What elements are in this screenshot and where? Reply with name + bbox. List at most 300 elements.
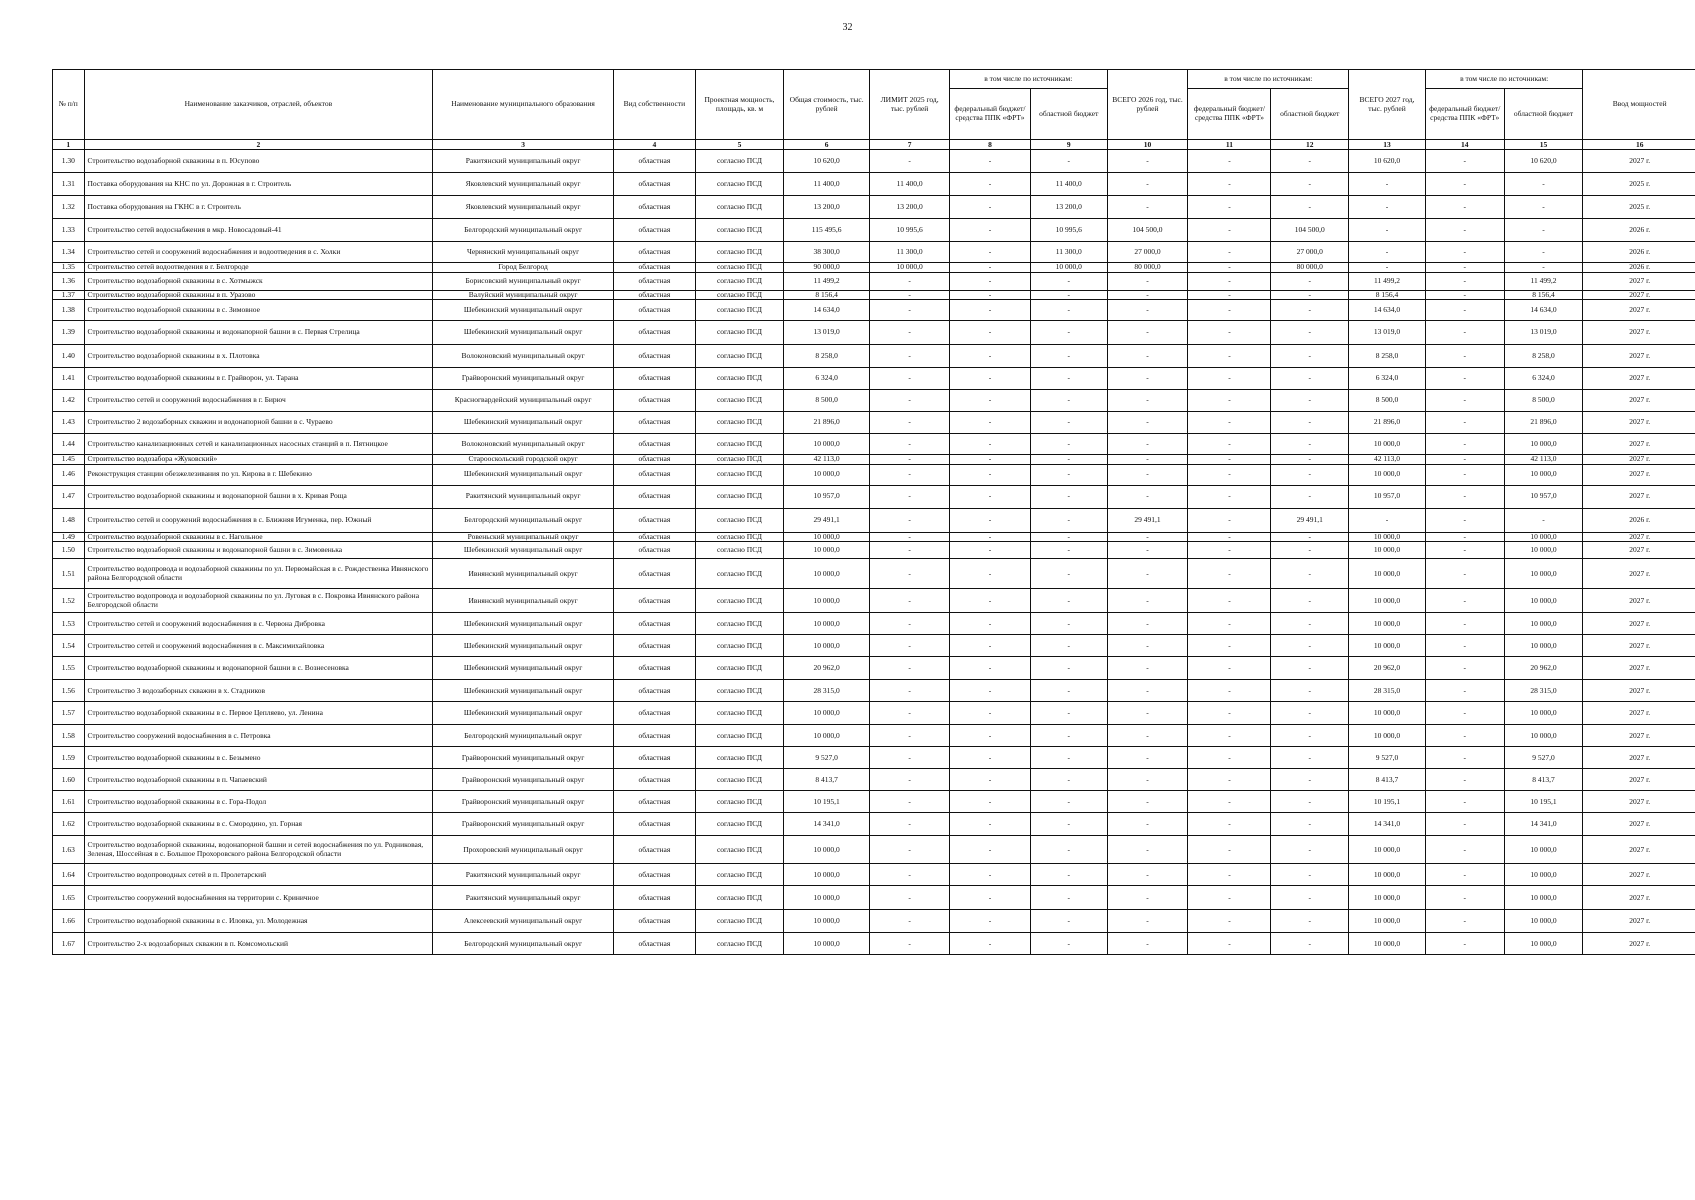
- total-2027-cell: 14 341,0: [1349, 813, 1426, 836]
- row-number-cell: 1.67: [53, 933, 85, 955]
- total-2027-cell: 10 000,0: [1349, 725, 1426, 747]
- capacity-cell: согласно ПСД: [695, 464, 783, 485]
- federal-2025-cell: -: [950, 813, 1031, 836]
- regional-2025-cell: -: [1030, 559, 1107, 589]
- ownership-cell: областная: [613, 219, 695, 242]
- total-2026-cell: -: [1107, 702, 1188, 725]
- municipality-cell: Алексеевский муниципальный округ: [433, 910, 614, 933]
- limit-2025-cell: -: [870, 836, 950, 864]
- regional-2027-cell: 10 000,0: [1504, 910, 1583, 933]
- federal-2025-cell: -: [950, 589, 1031, 613]
- header-total-cost: Общая стоимость, тыс. рублей: [784, 70, 870, 140]
- row-number-cell: 1.55: [53, 657, 85, 680]
- ownership-cell: областная: [613, 542, 695, 559]
- municipality-cell: Чернянский муниципальный округ: [433, 242, 614, 263]
- ownership-cell: областная: [613, 532, 695, 542]
- federal-2027-cell: -: [1425, 455, 1504, 465]
- municipality-cell: Город Белгород: [433, 263, 614, 273]
- federal-2027-cell: -: [1425, 657, 1504, 680]
- regional-2027-cell: 14 341,0: [1504, 813, 1583, 836]
- federal-2025-cell: -: [950, 933, 1031, 955]
- commissioning-year-cell: 2027 г.: [1583, 910, 1695, 933]
- ownership-cell: областная: [613, 910, 695, 933]
- capacity-cell: согласно ПСД: [695, 725, 783, 747]
- federal-2026-cell: -: [1188, 836, 1271, 864]
- commissioning-year-cell: 2027 г.: [1583, 300, 1695, 321]
- federal-2027-cell: -: [1425, 272, 1504, 290]
- total-cost-cell: 20 962,0: [784, 657, 870, 680]
- federal-2026-cell: -: [1188, 263, 1271, 273]
- row-number-cell: 1.30: [53, 150, 85, 173]
- commissioning-year-cell: 2027 г.: [1583, 542, 1695, 559]
- row-number-cell: 1.64: [53, 864, 85, 886]
- row-number-cell: 1.38: [53, 300, 85, 321]
- regional-2026-cell: -: [1271, 173, 1349, 196]
- limit-2025-cell: -: [870, 747, 950, 769]
- row-number-cell: 1.65: [53, 886, 85, 910]
- total-2027-cell: -: [1349, 219, 1426, 242]
- total-cost-cell: 14 634,0: [784, 300, 870, 321]
- table-row: [53, 173, 1695, 196]
- municipality-cell: Борисовский муниципальный округ: [433, 272, 614, 290]
- regional-2025-cell: -: [1030, 725, 1107, 747]
- commissioning-year-cell: 2027 г.: [1583, 589, 1695, 613]
- header-municipality: Наименование муниципального образования: [433, 70, 614, 140]
- municipality-cell: Ивнянский муниципальный округ: [433, 589, 614, 613]
- commissioning-year-cell: 2027 г.: [1583, 725, 1695, 747]
- regional-2025-cell: -: [1030, 680, 1107, 702]
- federal-2027-cell: -: [1425, 219, 1504, 242]
- commissioning-year-cell: 2027 г.: [1583, 933, 1695, 955]
- regional-2026-cell: -: [1271, 589, 1349, 613]
- header-federal-2027: федеральный бюджет/ средства ППК «ФРТ»: [1425, 89, 1504, 140]
- total-2026-cell: -: [1107, 680, 1188, 702]
- regional-2027-cell: 10 000,0: [1504, 836, 1583, 864]
- regional-2027-cell: 6 324,0: [1504, 368, 1583, 390]
- federal-2025-cell: -: [950, 196, 1031, 219]
- limit-2025-cell: -: [870, 532, 950, 542]
- total-cost-cell: 10 000,0: [784, 864, 870, 886]
- table-body: [53, 150, 1695, 955]
- row-number-cell: 1.56: [53, 680, 85, 702]
- regional-2025-cell: -: [1030, 390, 1107, 412]
- total-2027-cell: -: [1349, 508, 1426, 532]
- header-regional-2025: областной бюджет: [1030, 89, 1107, 140]
- total-2026-cell: 29 491,1: [1107, 508, 1188, 532]
- total-2026-cell: 104 500,0: [1107, 219, 1188, 242]
- ownership-cell: областная: [613, 321, 695, 345]
- total-cost-cell: 8 500,0: [784, 390, 870, 412]
- regional-2025-cell: -: [1030, 290, 1107, 300]
- federal-2027-cell: -: [1425, 263, 1504, 273]
- table-row: [53, 196, 1695, 219]
- table-row: [53, 464, 1695, 485]
- column-number: 14: [1425, 140, 1504, 150]
- header-commissioning: Ввод мощностей: [1583, 70, 1695, 140]
- object-name-cell: Строительство водозаборной скважины в с. Нагольное: [84, 532, 433, 542]
- municipality-cell: Шебекинский муниципальный округ: [433, 464, 614, 485]
- total-2026-cell: -: [1107, 412, 1188, 434]
- row-number-cell: 1.35: [53, 263, 85, 273]
- municipality-cell: Белгородский муниципальный округ: [433, 219, 614, 242]
- capacity-cell: согласно ПСД: [695, 173, 783, 196]
- federal-2027-cell: -: [1425, 242, 1504, 263]
- commissioning-year-cell: 2027 г.: [1583, 532, 1695, 542]
- object-name-cell: Строительство водозаборной скважины в х. Плотовка: [84, 345, 433, 368]
- regional-2025-cell: -: [1030, 321, 1107, 345]
- object-name-cell: Строительство водозаборной скважины в п. Юсупово: [84, 150, 433, 173]
- regional-2027-cell: 28 315,0: [1504, 680, 1583, 702]
- regional-2027-cell: 10 000,0: [1504, 542, 1583, 559]
- capacity-cell: согласно ПСД: [695, 910, 783, 933]
- row-number-cell: 1.62: [53, 813, 85, 836]
- object-name-cell: Реконструкция станции обезжелезивания по ул. Кирова в г. Шебекино: [84, 464, 433, 485]
- regional-2027-cell: 10 000,0: [1504, 613, 1583, 635]
- commissioning-year-cell: 2027 г.: [1583, 613, 1695, 635]
- table-row: [53, 508, 1695, 532]
- ownership-cell: областная: [613, 485, 695, 508]
- total-2026-cell: -: [1107, 290, 1188, 300]
- total-cost-cell: 11 400,0: [784, 173, 870, 196]
- municipality-cell: Грайворонский муниципальный округ: [433, 791, 614, 813]
- capacity-cell: согласно ПСД: [695, 300, 783, 321]
- table-row: [53, 150, 1695, 173]
- total-2027-cell: -: [1349, 196, 1426, 219]
- federal-2026-cell: -: [1188, 657, 1271, 680]
- object-name-cell: Строительство водозаборной скважины и водонапорной башни в с. Вознесеновка: [84, 657, 433, 680]
- municipality-cell: Шебекинский муниципальный округ: [433, 300, 614, 321]
- row-number-cell: 1.66: [53, 910, 85, 933]
- table-row: [53, 635, 1695, 657]
- total-cost-cell: 10 000,0: [784, 589, 870, 613]
- municipality-cell: Яковлевский муниципальный округ: [433, 173, 614, 196]
- table-header: [53, 70, 1695, 150]
- total-cost-cell: 10 000,0: [784, 886, 870, 910]
- table-row: [53, 290, 1695, 300]
- regional-2026-cell: -: [1271, 485, 1349, 508]
- municipality-cell: Шебекинский муниципальный округ: [433, 635, 614, 657]
- capacity-cell: согласно ПСД: [695, 390, 783, 412]
- commissioning-year-cell: 2027 г.: [1583, 702, 1695, 725]
- regional-2025-cell: -: [1030, 635, 1107, 657]
- object-name-cell: Строительство водозаборной скважины в с. Зимовное: [84, 300, 433, 321]
- total-2027-cell: 10 000,0: [1349, 836, 1426, 864]
- federal-2025-cell: -: [950, 272, 1031, 290]
- row-number-cell: 1.33: [53, 219, 85, 242]
- total-cost-cell: 10 000,0: [784, 725, 870, 747]
- federal-2026-cell: -: [1188, 196, 1271, 219]
- ownership-cell: областная: [613, 769, 695, 791]
- header-federal-2025: федеральный бюджет/ средства ППК «ФРТ»: [950, 89, 1031, 140]
- regional-2027-cell: -: [1504, 219, 1583, 242]
- regional-2025-cell: 10 995,6: [1030, 219, 1107, 242]
- commissioning-year-cell: 2027 г.: [1583, 559, 1695, 589]
- commissioning-year-cell: 2027 г.: [1583, 412, 1695, 434]
- total-cost-cell: 10 000,0: [784, 933, 870, 955]
- municipality-cell: Грайворонский муниципальный округ: [433, 747, 614, 769]
- limit-2025-cell: -: [870, 150, 950, 173]
- regional-2025-cell: -: [1030, 933, 1107, 955]
- total-2026-cell: -: [1107, 864, 1188, 886]
- column-number: 10: [1107, 140, 1188, 150]
- regional-2027-cell: 8 258,0: [1504, 345, 1583, 368]
- regional-2025-cell: -: [1030, 345, 1107, 368]
- total-2027-cell: -: [1349, 173, 1426, 196]
- table-row: [53, 680, 1695, 702]
- federal-2027-cell: -: [1425, 345, 1504, 368]
- federal-2026-cell: -: [1188, 434, 1271, 455]
- total-cost-cell: 21 896,0: [784, 412, 870, 434]
- row-number-cell: 1.52: [53, 589, 85, 613]
- commissioning-year-cell: 2027 г.: [1583, 464, 1695, 485]
- federal-2027-cell: -: [1425, 769, 1504, 791]
- regional-2025-cell: -: [1030, 368, 1107, 390]
- federal-2027-cell: -: [1425, 613, 1504, 635]
- regional-2027-cell: 10 000,0: [1504, 464, 1583, 485]
- regional-2026-cell: -: [1271, 769, 1349, 791]
- row-number-cell: 1.58: [53, 725, 85, 747]
- object-name-cell: Строительство водозаборной скважины, водонапорной башни и сетей водоснабжения по ул. Родниковая, Зеленая, Шоссейная в с. Большое Прохоровского района Белгородской области: [84, 836, 433, 864]
- total-2027-cell: 10 000,0: [1349, 702, 1426, 725]
- regional-2025-cell: -: [1030, 485, 1107, 508]
- total-cost-cell: 13 200,0: [784, 196, 870, 219]
- total-2026-cell: -: [1107, 933, 1188, 955]
- object-name-cell: Строительство водопровода и водозаборной скважины по ул. Первомайская в с. Рождественка Ивнянского района Белгородской области: [84, 559, 433, 589]
- federal-2026-cell: -: [1188, 813, 1271, 836]
- column-number: 8: [950, 140, 1031, 150]
- limit-2025-cell: 11 400,0: [870, 173, 950, 196]
- regional-2026-cell: -: [1271, 864, 1349, 886]
- capacity-cell: согласно ПСД: [695, 150, 783, 173]
- regional-2025-cell: -: [1030, 464, 1107, 485]
- regional-2025-cell: -: [1030, 791, 1107, 813]
- capacity-cell: согласно ПСД: [695, 196, 783, 219]
- regional-2026-cell: -: [1271, 680, 1349, 702]
- column-number: 11: [1188, 140, 1271, 150]
- object-name-cell: Строительство водозаборной скважины в с. Хотмыжск: [84, 272, 433, 290]
- commissioning-year-cell: 2027 г.: [1583, 368, 1695, 390]
- table-row: [53, 532, 1695, 542]
- federal-2027-cell: -: [1425, 864, 1504, 886]
- municipality-cell: Валуйский муниципальный округ: [433, 290, 614, 300]
- object-name-cell: Строительство сетей и сооружений водоснабжения в с. Максимихайловка: [84, 635, 433, 657]
- federal-2025-cell: -: [950, 368, 1031, 390]
- federal-2025-cell: -: [950, 412, 1031, 434]
- object-name-cell: Строительство водозаборной скважины в г. Грайворон, ул. Тарана: [84, 368, 433, 390]
- municipality-cell: Ракитянский муниципальный округ: [433, 864, 614, 886]
- total-2026-cell: -: [1107, 886, 1188, 910]
- capacity-cell: согласно ПСД: [695, 368, 783, 390]
- row-number-cell: 1.48: [53, 508, 85, 532]
- limit-2025-cell: -: [870, 559, 950, 589]
- regional-2027-cell: -: [1504, 508, 1583, 532]
- object-name-cell: Строительство сетей и сооружений водоснабжения и водоотведения в с. Холки: [84, 242, 433, 263]
- capacity-cell: согласно ПСД: [695, 242, 783, 263]
- total-2027-cell: 8 258,0: [1349, 345, 1426, 368]
- capacity-cell: согласно ПСД: [695, 836, 783, 864]
- federal-2027-cell: -: [1425, 910, 1504, 933]
- capacity-cell: согласно ПСД: [695, 542, 783, 559]
- regional-2026-cell: -: [1271, 657, 1349, 680]
- federal-2025-cell: -: [950, 532, 1031, 542]
- federal-2026-cell: -: [1188, 910, 1271, 933]
- capacity-cell: согласно ПСД: [695, 886, 783, 910]
- federal-2026-cell: -: [1188, 390, 1271, 412]
- object-name-cell: Строительство 2-х водозаборных скважин в п. Комсомольский: [84, 933, 433, 955]
- federal-2026-cell: -: [1188, 290, 1271, 300]
- commissioning-year-cell: 2027 г.: [1583, 864, 1695, 886]
- table-row: [53, 791, 1695, 813]
- limit-2025-cell: -: [870, 680, 950, 702]
- regional-2027-cell: 10 000,0: [1504, 702, 1583, 725]
- limit-2025-cell: -: [870, 769, 950, 791]
- table-row: [53, 702, 1695, 725]
- ownership-cell: областная: [613, 464, 695, 485]
- federal-2025-cell: -: [950, 542, 1031, 559]
- total-cost-cell: 10 957,0: [784, 485, 870, 508]
- commissioning-year-cell: 2027 г.: [1583, 150, 1695, 173]
- federal-2027-cell: -: [1425, 485, 1504, 508]
- regional-2026-cell: -: [1271, 412, 1349, 434]
- federal-2027-cell: -: [1425, 791, 1504, 813]
- regional-2025-cell: -: [1030, 542, 1107, 559]
- municipality-cell: Ровеньский муниципальный округ: [433, 532, 614, 542]
- total-2027-cell: 10 957,0: [1349, 485, 1426, 508]
- federal-2026-cell: -: [1188, 272, 1271, 290]
- capacity-cell: согласно ПСД: [695, 791, 783, 813]
- regional-2027-cell: -: [1504, 196, 1583, 219]
- commissioning-year-cell: 2027 г.: [1583, 272, 1695, 290]
- commissioning-year-cell: 2027 г.: [1583, 635, 1695, 657]
- limit-2025-cell: 10 995,6: [870, 219, 950, 242]
- regional-2027-cell: 10 620,0: [1504, 150, 1583, 173]
- regional-2025-cell: -: [1030, 657, 1107, 680]
- total-cost-cell: 8 258,0: [784, 345, 870, 368]
- limit-2025-cell: -: [870, 542, 950, 559]
- row-number-cell: 1.46: [53, 464, 85, 485]
- commissioning-year-cell: 2027 г.: [1583, 455, 1695, 465]
- commissioning-year-cell: 2027 г.: [1583, 836, 1695, 864]
- regional-2026-cell: -: [1271, 613, 1349, 635]
- regional-2025-cell: -: [1030, 150, 1107, 173]
- limit-2025-cell: -: [870, 886, 950, 910]
- ownership-cell: областная: [613, 747, 695, 769]
- total-2027-cell: 10 000,0: [1349, 434, 1426, 455]
- total-cost-cell: 10 000,0: [784, 559, 870, 589]
- total-2026-cell: -: [1107, 300, 1188, 321]
- table-row: [53, 242, 1695, 263]
- column-number: 12: [1271, 140, 1349, 150]
- municipality-cell: Грайворонский муниципальный округ: [433, 769, 614, 791]
- regional-2026-cell: -: [1271, 747, 1349, 769]
- header-name: Наименование заказчиков, отраслей, объектов: [84, 70, 433, 140]
- table-row: [53, 613, 1695, 635]
- regional-2026-cell: -: [1271, 836, 1349, 864]
- table-row: [53, 864, 1695, 886]
- object-name-cell: Строительство водопровода и водозаборной скважины по ул. Луговая в с. Покровка Ивнянского района Белгородской области: [84, 589, 433, 613]
- total-2026-cell: -: [1107, 272, 1188, 290]
- total-cost-cell: 6 324,0: [784, 368, 870, 390]
- row-number-cell: 1.53: [53, 613, 85, 635]
- regional-2027-cell: 10 195,1: [1504, 791, 1583, 813]
- regional-2025-cell: -: [1030, 910, 1107, 933]
- header-ownership: Вид собственности: [613, 70, 695, 140]
- ownership-cell: областная: [613, 702, 695, 725]
- total-2026-cell: -: [1107, 657, 1188, 680]
- total-2027-cell: 10 000,0: [1349, 864, 1426, 886]
- regional-2026-cell: -: [1271, 725, 1349, 747]
- ownership-cell: областная: [613, 791, 695, 813]
- total-2027-cell: 10 195,1: [1349, 791, 1426, 813]
- table-row: [53, 321, 1695, 345]
- row-number-cell: 1.63: [53, 836, 85, 864]
- regional-2026-cell: -: [1271, 300, 1349, 321]
- table-row: [53, 455, 1695, 465]
- table-row: [53, 725, 1695, 747]
- regional-2027-cell: 13 019,0: [1504, 321, 1583, 345]
- regional-2026-cell: -: [1271, 532, 1349, 542]
- limit-2025-cell: -: [870, 345, 950, 368]
- total-2027-cell: 11 499,2: [1349, 272, 1426, 290]
- table-row: [53, 300, 1695, 321]
- object-name-cell: Строительство водозаборной скважины в с. Гора-Подол: [84, 791, 433, 813]
- total-2026-cell: -: [1107, 196, 1188, 219]
- regional-2025-cell: -: [1030, 702, 1107, 725]
- total-2026-cell: -: [1107, 747, 1188, 769]
- regional-2027-cell: 20 962,0: [1504, 657, 1583, 680]
- municipality-cell: Шебекинский муниципальный округ: [433, 321, 614, 345]
- total-2026-cell: -: [1107, 613, 1188, 635]
- total-2026-cell: -: [1107, 464, 1188, 485]
- ownership-cell: областная: [613, 412, 695, 434]
- commissioning-year-cell: 2027 г.: [1583, 747, 1695, 769]
- municipality-cell: Шебекинский муниципальный округ: [433, 613, 614, 635]
- federal-2025-cell: -: [950, 434, 1031, 455]
- commissioning-year-cell: 2026 г.: [1583, 508, 1695, 532]
- capacity-cell: согласно ПСД: [695, 532, 783, 542]
- object-name-cell: Строительство 2 водозаборных скважин и водонапорной башни в с. Чураево: [84, 412, 433, 434]
- total-2027-cell: 8 500,0: [1349, 390, 1426, 412]
- total-cost-cell: 10 000,0: [784, 910, 870, 933]
- limit-2025-cell: -: [870, 434, 950, 455]
- federal-2025-cell: -: [950, 886, 1031, 910]
- commissioning-year-cell: 2027 г.: [1583, 791, 1695, 813]
- ownership-cell: областная: [613, 864, 695, 886]
- limit-2025-cell: 10 000,0: [870, 263, 950, 273]
- row-number-cell: 1.32: [53, 196, 85, 219]
- object-name-cell: Строительство сетей водоснабжения в мкр. Новосадовый-41: [84, 219, 433, 242]
- limit-2025-cell: -: [870, 933, 950, 955]
- total-2027-cell: 8 413,7: [1349, 769, 1426, 791]
- header-sources-2026: в том числе по источникам:: [1188, 70, 1349, 89]
- commissioning-year-cell: 2026 г.: [1583, 219, 1695, 242]
- federal-2026-cell: -: [1188, 368, 1271, 390]
- header-limit-2025: ЛИМИТ 2025 год, тыс. рублей: [870, 70, 950, 140]
- regional-2026-cell: -: [1271, 345, 1349, 368]
- ownership-cell: областная: [613, 263, 695, 273]
- total-2026-cell: -: [1107, 368, 1188, 390]
- total-2026-cell: -: [1107, 542, 1188, 559]
- capacity-cell: согласно ПСД: [695, 864, 783, 886]
- total-cost-cell: 9 527,0: [784, 747, 870, 769]
- object-name-cell: Строительство сетей и сооружений водоснабжения в с. Червона Дибровка: [84, 613, 433, 635]
- row-number-cell: 1.47: [53, 485, 85, 508]
- total-2027-cell: 9 527,0: [1349, 747, 1426, 769]
- total-2027-cell: 14 634,0: [1349, 300, 1426, 321]
- total-2026-cell: -: [1107, 791, 1188, 813]
- column-number: 3: [433, 140, 614, 150]
- limit-2025-cell: -: [870, 390, 950, 412]
